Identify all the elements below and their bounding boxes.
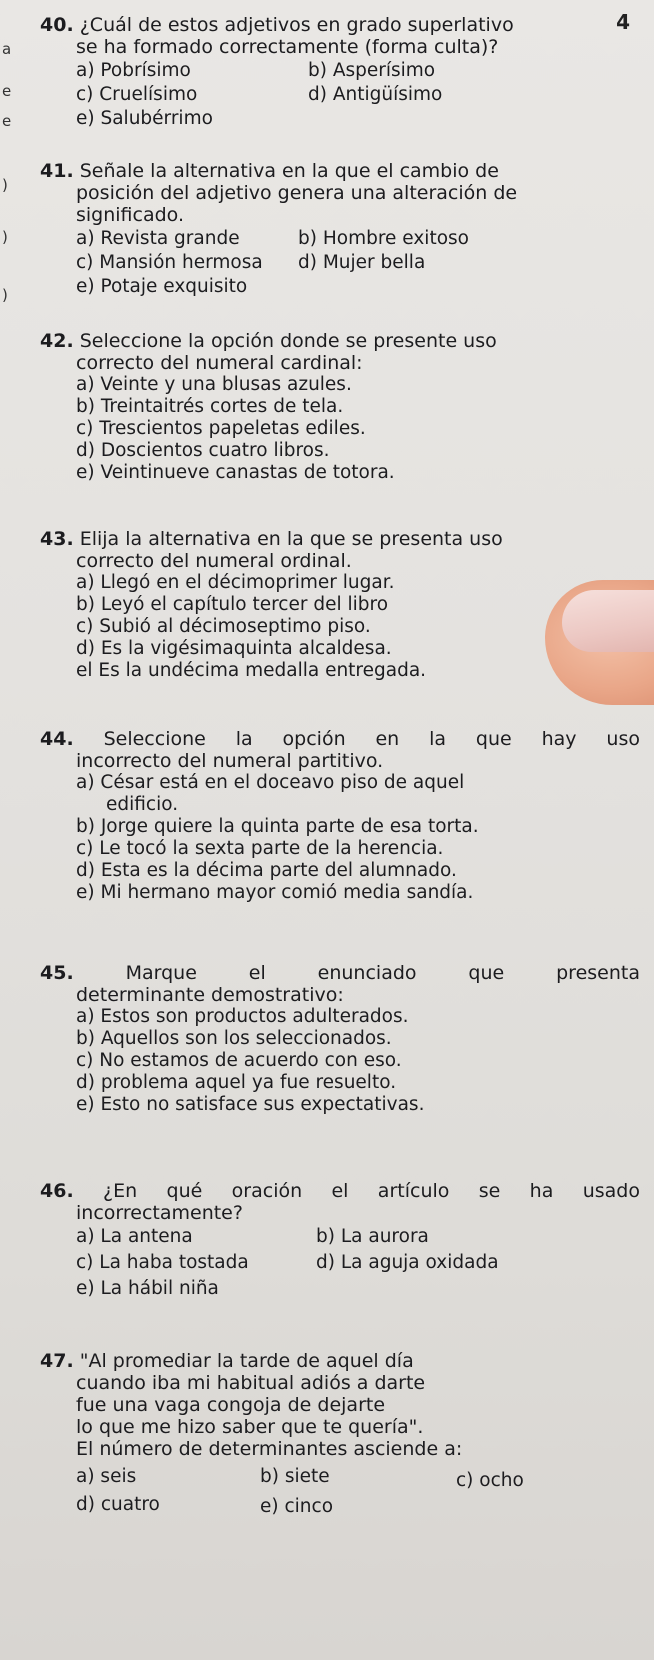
- option-a[interactable]: a) Revista grande: [76, 228, 240, 249]
- margin-mark: e: [2, 82, 12, 100]
- stem-line: "Al promediar la tarde de aquel día: [79, 1350, 414, 1372]
- stem-line: incorrectamente?: [76, 1202, 243, 1224]
- question-41: [40, 160, 640, 296]
- option-e[interactable]: e) La hábil niña: [76, 1278, 219, 1299]
- stem-line: significado.: [76, 204, 185, 226]
- stem-line: El número de determinantes asciende a:: [76, 1438, 463, 1460]
- option-e[interactable]: el Es la undécima medalla entregada.: [76, 660, 427, 681]
- question-stem: [40, 14, 640, 36]
- margin-mark: ): [2, 286, 8, 304]
- stem-line: se ha formado correctamente (forma culta)?: [76, 36, 499, 58]
- option-c[interactable]: c) ocho: [456, 1470, 524, 1491]
- question-number: 40.: [40, 14, 74, 36]
- option-d[interactable]: d) Es la vigésimaquinta alcaldesa.: [76, 638, 392, 659]
- option-a[interactable]: a) seis: [76, 1466, 137, 1487]
- option-a[interactable]: a) César está en el doceavo piso de aquel: [76, 772, 465, 793]
- question-number: 46.: [40, 1180, 74, 1202]
- question-number: 41.: [40, 160, 74, 182]
- question-stem: [40, 728, 640, 750]
- question-number: 45.: [40, 962, 74, 984]
- option-a-continued: edificio.: [106, 794, 179, 815]
- option-a[interactable]: a) Estos son productos adulterados.: [76, 1006, 409, 1027]
- stem-line: fue una vaga congoja de dejarte: [76, 1394, 386, 1416]
- question-stem: [40, 160, 640, 182]
- option-d[interactable]: d) Doscientos cuatro libros.: [76, 440, 330, 461]
- option-d[interactable]: d) La aguja oxidada: [316, 1252, 499, 1273]
- option-a[interactable]: a) Pobrísimo: [76, 60, 191, 81]
- option-b[interactable]: b) siete: [260, 1466, 330, 1487]
- option-d[interactable]: d) problema aquel ya fue resuelto.: [76, 1072, 397, 1093]
- question-number: 44.: [40, 728, 74, 750]
- option-b[interactable]: b) Asperísimo: [308, 60, 436, 81]
- stem-line: incorrecto del numeral partitivo.: [76, 750, 384, 772]
- stem-line: Marque el enunciado que presenta: [125, 962, 640, 984]
- option-a[interactable]: a) Llegó en el décimoprimer lugar.: [76, 572, 395, 593]
- option-c[interactable]: c) Subió al décimoseptimo piso.: [76, 616, 371, 637]
- option-b[interactable]: b) Treintaitrés cortes de tela.: [76, 396, 344, 417]
- stem-line: correcto del numeral cardinal:: [76, 352, 363, 374]
- question-stem: [40, 528, 640, 550]
- question-stem: [40, 330, 640, 352]
- question-45: [40, 962, 640, 1116]
- option-e[interactable]: e) cinco: [260, 1496, 334, 1517]
- stem-line: ¿En qué oración el artículo se ha usado: [103, 1180, 640, 1202]
- option-d[interactable]: d) Esta es la décima parte del alumnado.: [76, 860, 457, 881]
- option-d[interactable]: d) Antigüísimo: [308, 84, 443, 105]
- option-b[interactable]: b) Jorge quiere la quinta parte de esa torta.: [76, 816, 479, 837]
- option-e[interactable]: e) Salubérrimo: [76, 108, 213, 129]
- stem-line: Seleccione la opción en la que hay uso: [103, 728, 640, 750]
- question-number: 47.: [40, 1350, 74, 1372]
- stem-line: determinante demostrativo:: [76, 984, 344, 1006]
- option-c[interactable]: c) Trescientos papeletas ediles.: [76, 418, 366, 439]
- stem-line: lo que me hizo saber que te quería".: [76, 1416, 424, 1438]
- question-46: [40, 1180, 640, 1298]
- option-c[interactable]: c) Cruelísimo: [76, 84, 198, 105]
- corner-mark: 4: [616, 10, 630, 34]
- stem-line: correcto del numeral ordinal.: [76, 550, 352, 572]
- option-a[interactable]: a) La antena: [76, 1226, 193, 1247]
- option-d[interactable]: d) cuatro: [76, 1494, 160, 1515]
- question-47: [40, 1350, 640, 1520]
- margin-mark: ): [2, 176, 8, 194]
- option-b[interactable]: b) La aurora: [316, 1226, 429, 1247]
- option-c[interactable]: c) Mansión hermosa: [76, 252, 263, 273]
- question-40: [40, 14, 640, 129]
- stem-line: Elija la alternativa en la que se presenta uso: [79, 528, 503, 550]
- option-b[interactable]: b) Aquellos son los seleccionados.: [76, 1028, 392, 1049]
- option-e[interactable]: e) Potaje exquisito: [76, 276, 248, 297]
- option-c[interactable]: c) La haba tostada: [76, 1252, 249, 1273]
- fingernail: [562, 590, 654, 652]
- question-number: 43.: [40, 528, 74, 550]
- stem-line: ¿Cuál de estos adjetivos en grado superlativo: [79, 14, 514, 36]
- stem-line: cuando iba mi habitual adiós a darte: [76, 1372, 426, 1394]
- option-e[interactable]: e) Veintinueve canastas de totora.: [76, 462, 395, 483]
- option-c[interactable]: c) Le tocó la sexta parte de la herencia.: [76, 838, 444, 859]
- option-a[interactable]: a) Veinte y una blusas azules.: [76, 374, 352, 395]
- option-d[interactable]: d) Mujer bella: [298, 252, 426, 273]
- option-e[interactable]: e) Esto no satisface sus expectativas.: [76, 1094, 425, 1115]
- question-number: 42.: [40, 330, 74, 352]
- margin-mark: ): [2, 228, 8, 246]
- option-e[interactable]: e) Mi hermano mayor comió media sandía.: [76, 882, 474, 903]
- margin-mark: a: [2, 40, 12, 58]
- question-42: [40, 330, 640, 484]
- question-stem: [40, 962, 640, 984]
- question-44: [40, 728, 640, 904]
- option-b[interactable]: b) Leyó el capítulo tercer del libro: [76, 594, 389, 615]
- question-stem: [40, 1180, 640, 1202]
- margin-mark: e: [2, 112, 12, 130]
- stem-line: Seleccione la opción donde se presente uso: [79, 330, 497, 352]
- option-b[interactable]: b) Hombre exitoso: [298, 228, 469, 249]
- stem-line: posición del adjetivo genera una alteración de: [76, 182, 518, 204]
- question-stem: [40, 1350, 640, 1372]
- option-c[interactable]: c) No estamos de acuerdo con eso.: [76, 1050, 402, 1071]
- stem-line: Señale la alternativa en la que el cambio de: [79, 160, 499, 182]
